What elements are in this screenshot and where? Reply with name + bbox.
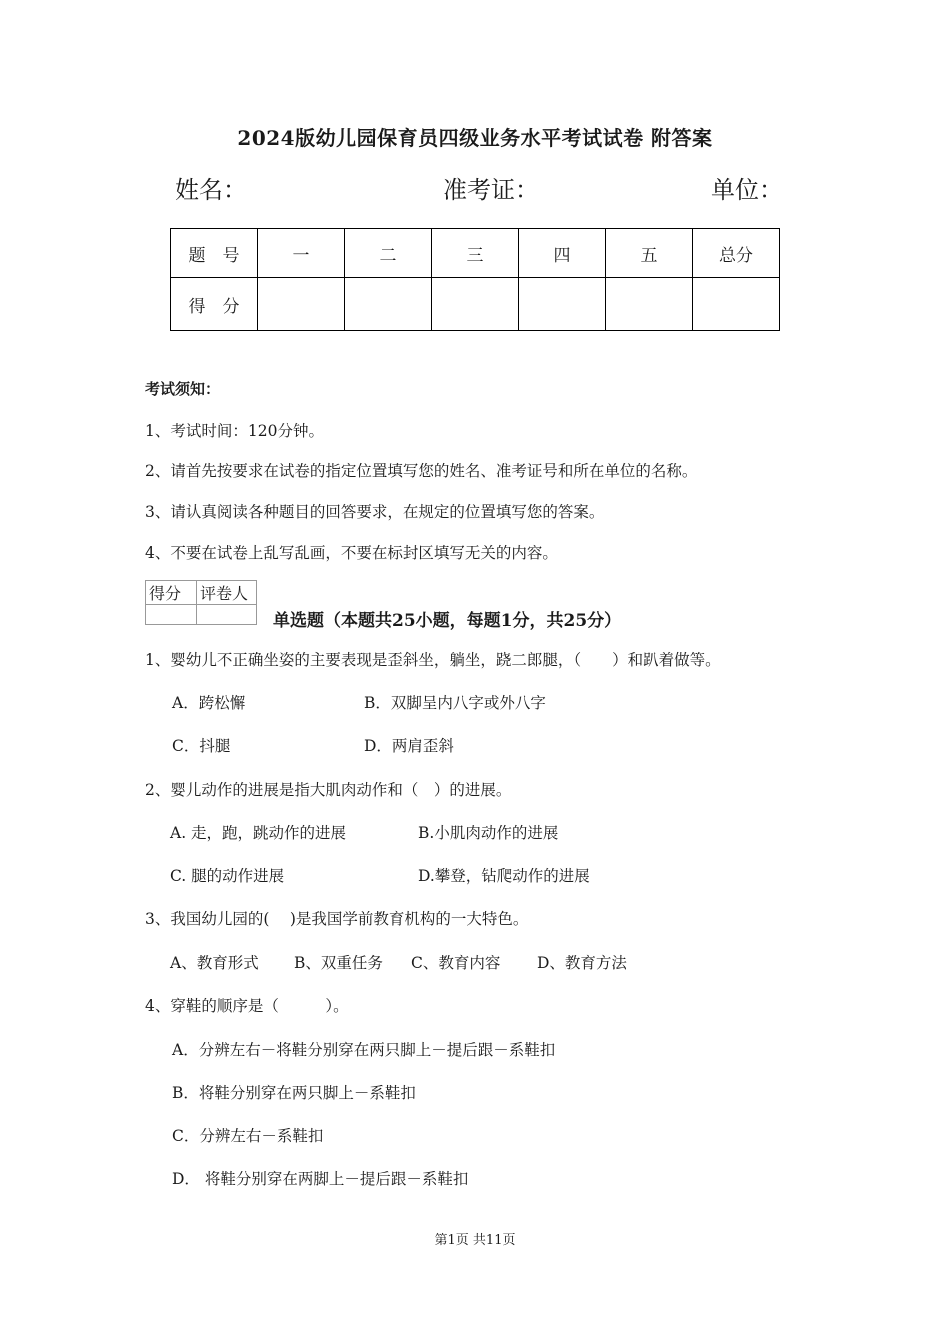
question-option: A．跨松懈 [172,694,246,712]
score-entry-cell [693,278,780,331]
question-option: B、双重任务 [294,954,383,972]
notice-heading: 考试须知： [145,380,221,398]
question-option: A. 走，跑，跳动作的进展 [170,824,347,842]
score-table [170,228,780,331]
section-title: 单选题（本题共25小题，每题1分，共25分） [273,611,622,631]
question-option: B．双脚呈内八字或外八字 [364,694,546,712]
document-title: 2024版幼儿园保育员四级业务水平考试试卷 附答案 [237,126,713,150]
question-option: C．分辨左右－系鞋扣 [172,1127,324,1145]
question-option: C. 腿的动作进展 [170,867,285,885]
question-option: C．抖腿 [172,737,231,755]
question-stem: 3、我国幼儿园的( )是我国学前教育机构的一大特色。 [145,910,529,928]
score-entry-cell [519,278,606,331]
score-row-label: 得 分 [171,278,258,331]
score-table-score-row [171,278,780,331]
grader-score-label: 得分 [146,581,197,605]
score-entry-cell [258,278,345,331]
score-table-cell: 二 [345,229,432,278]
score-table-cell: 题 号 [171,229,258,278]
grader-name-cell [197,605,257,625]
score-table-cell: 总分 [693,229,780,278]
question-option: D、教育方法 [537,954,627,972]
question-option: B．将鞋分别穿在两只脚上－系鞋扣 [172,1084,416,1102]
grader-box [145,580,257,625]
score-entry-cell [345,278,432,331]
exam-number-label: 准考证： [443,176,539,204]
score-table-header-row [171,229,780,278]
notice-item: 1、考试时间：120分钟。 [145,422,324,440]
name-label: 姓名： [175,176,247,204]
score-table-cell: 一 [258,229,345,278]
question-option: D.攀登，钻爬动作的进展 [418,867,590,885]
question-stem: 1、婴幼儿不正确坐姿的主要表现是歪斜坐，躺坐，跷二郎腿，（ ）和趴着做等。 [145,651,721,669]
question-option: B.小肌肉动作的进展 [418,824,559,842]
question-stem: 2、婴儿动作的进展是指大肌肉动作和（ ）的进展。 [145,781,512,799]
grader-name-label: 评卷人 [197,581,257,605]
page-footer: 第1页 共11页 [434,1233,516,1248]
question-option: C、教育内容 [411,954,501,972]
question-option: D． 将鞋分别穿在两脚上－提后跟－系鞋扣 [172,1170,469,1188]
score-entry-cell [606,278,693,331]
question-option: A、教育形式 [170,954,259,972]
grader-score-cell [146,605,197,625]
notice-item: 3、请认真阅读各种题目的回答要求，在规定的位置填写您的答案。 [145,503,605,521]
notice-item: 2、请首先按要求在试卷的指定位置填写您的姓名、准考证号和所在单位的名称。 [145,462,698,480]
unit-label: 单位： [711,176,783,204]
question-stem: 4、穿鞋的顺序是（ ）。 [145,997,349,1015]
score-table-cell: 五 [606,229,693,278]
notice-item: 4、不要在试卷上乱写乱画，不要在标封区填写无关的内容。 [145,544,558,562]
score-entry-cell [432,278,519,331]
score-table-cell: 三 [432,229,519,278]
question-option: D．两肩歪斜 [364,737,454,755]
score-table-cell: 四 [519,229,606,278]
question-option: A．分辨左右－将鞋分别穿在两只脚上－提后跟－系鞋扣 [172,1041,556,1059]
